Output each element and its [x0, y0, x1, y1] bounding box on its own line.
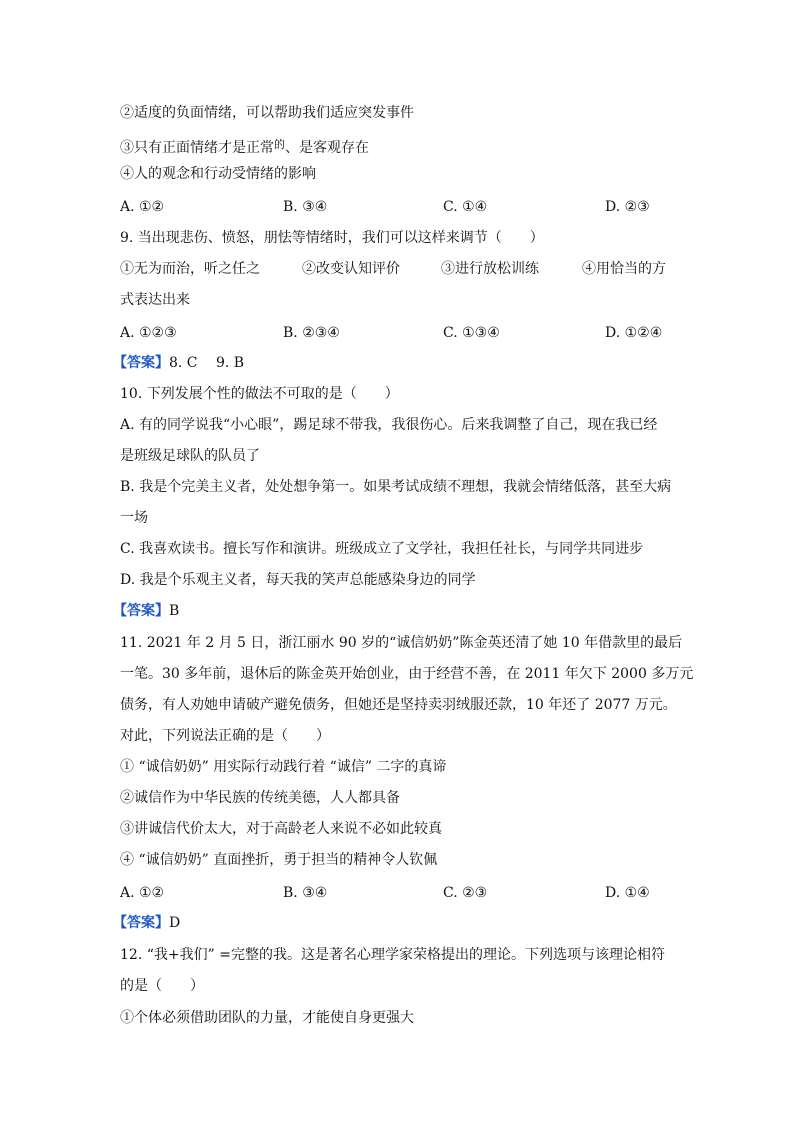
answer-tag: 【答案】 — [113, 355, 169, 371]
q11-stem-line4: 对此，下列说法正确的是（ ） — [120, 728, 330, 744]
q11-stem-line2: 一笔。30 多年前，退休后的陈金英开始创业，由于经营不善，在 2011 年欠下 2000 多万元 — [120, 666, 694, 682]
q11-item-2: ②诚信作为中华民族的传统美德，人人都具备 — [120, 790, 400, 806]
q11-option-b: B. ③④ — [283, 885, 328, 901]
q8-option-a: A. ①② — [120, 199, 165, 215]
q11-item-1: ① “诚信奶奶” 用实际行动践行着 “诚信” 二字的真谛 — [120, 759, 447, 775]
q8-option-b: B. ③④ — [283, 199, 328, 215]
answer-8-9 — [113, 353, 244, 373]
q11-option-d: D. ①④ — [605, 885, 650, 901]
answer-tag: 【答案】 — [113, 603, 169, 619]
answer-text: D — [169, 915, 181, 931]
q11-stem-line3: 债务，有人劝她申请破产避免债务，但她还是坚持卖羽绒服还款，10 年还了 2077 万元。 — [120, 697, 677, 713]
q9-item-3: ③进行放松训练 — [441, 261, 539, 277]
answer-text: 8. C 9. B — [169, 355, 245, 371]
q9-item-2: ②改变认知评价 — [302, 261, 400, 277]
q10-option-a-line1: A. 有的同学说我“小心眼”，踢足球不带我，我很伤心。后来我调整了自己，现在我已经 — [120, 417, 658, 433]
q8-item-3-sup: 的 — [274, 138, 285, 151]
q11-item-3: ③讲诚信代价太大，对于高龄老人来说不必如此较真 — [120, 821, 442, 837]
q10-option-b-line2: 一场 — [120, 510, 148, 526]
q8-item-4: ④人的观念和行动受情绪的影响 — [120, 166, 316, 182]
q10-option-d: D. 我是个乐观主义者，每天我的笑声总能感染身边的同学 — [120, 572, 476, 588]
q8-item-3-text: ③只有正面情绪才是正常 — [120, 140, 274, 156]
q11-option-c: C. ②③ — [443, 885, 488, 901]
q9-stem: 9. 当出现悲伤、愤怒，朋怯等情绪时，我们可以这样来调节（ ） — [120, 230, 544, 246]
q11-item-4: ④ “诚信奶奶” 直面挫折，勇于担当的精神令人钦佩 — [120, 852, 438, 868]
q8-item-2: ②适度的负面情绪，可以帮助我们适应突发事件 — [120, 105, 414, 121]
q9-item-1: ①无为而治，听之任之 — [120, 261, 260, 277]
q8-option-d: D. ②③ — [605, 199, 650, 215]
q10-option-c: C. 我喜欢读书。擅长写作和演讲。班级成立了文学社，我担任社长，与同学共同进步 — [120, 541, 644, 557]
answer-text: B — [169, 603, 180, 619]
q9-item-4-cont: 式表达出来 — [120, 292, 190, 308]
answer-tag: 【答案】 — [113, 915, 169, 931]
answer-11 — [113, 913, 180, 933]
q8-item-3 — [120, 135, 369, 158]
q12-stem-line1: 12. “我+我们” =完整的我。这是著名心理学家荣格提出的理论。下列选项与该理论相符 — [120, 947, 665, 963]
q10-option-b-line1: B. 我是个完美主义者，处处想争第一。如果考试成绩不理想，我就会情绪低落，甚至大病 — [120, 479, 672, 495]
q10-option-a-line2: 是班级足球队的队员了 — [120, 448, 260, 464]
q9-option-c: C. ①③④ — [443, 325, 500, 341]
q10-stem: 10. 下列发展个性的做法不可取的是（ ） — [120, 386, 399, 402]
q11-stem-line1: 11. 2021 年 2 月 5 日，浙江丽水 90 岁的“诚信奶奶”陈金英还清了她 10 年借款里的最后 — [120, 635, 683, 651]
answer-10 — [113, 601, 179, 621]
q8-option-c: C. ①④ — [443, 199, 488, 215]
q9-option-b: B. ②③④ — [283, 325, 340, 341]
q12-stem-line2: 的是（ ） — [120, 978, 204, 994]
q12-item-1: ①个体必须借助团队的力量，才能使自身更强大 — [120, 1010, 414, 1026]
q8-item-3-tail: 、是客观存在 — [285, 140, 369, 156]
q9-item-4: ④用恰当的方 — [582, 261, 666, 277]
q9-option-d: D. ①②④ — [605, 325, 663, 341]
q9-option-a: A. ①②③ — [120, 325, 177, 341]
q11-option-a: A. ①② — [120, 885, 165, 901]
